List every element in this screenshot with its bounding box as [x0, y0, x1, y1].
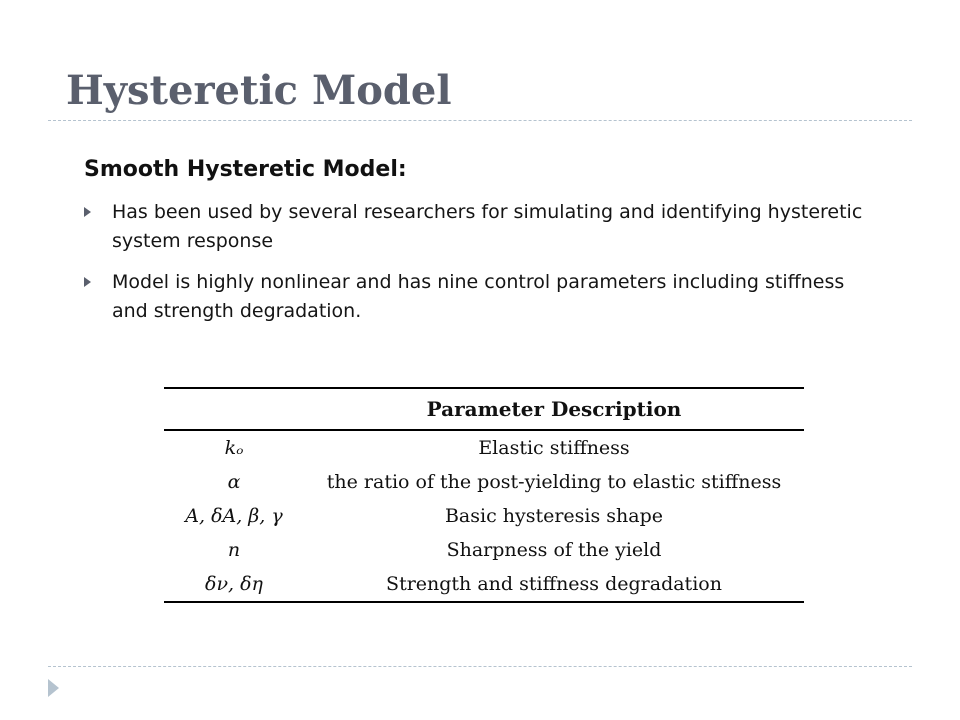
table-row [164, 430, 804, 465]
parameter-description: the ratio of the post-yielding to elastic stiffness [326, 471, 782, 493]
bullet-arrow-icon [84, 207, 91, 217]
table-row [164, 533, 804, 567]
slide-title: Hysteretic Model [66, 67, 452, 114]
table-row [164, 499, 804, 533]
parameter-symbol: A, δA, β, γ [185, 505, 283, 527]
next-slide-arrow-icon[interactable] [48, 679, 59, 697]
table-row [164, 465, 804, 499]
parameter-symbol: α [227, 471, 241, 493]
bullet-list [84, 198, 874, 338]
footer-divider [48, 666, 912, 667]
section-heading: Smooth Hysteretic Model: [84, 157, 407, 182]
parameter-symbol: δν, δη [164, 567, 304, 602]
parameter-table [164, 387, 804, 603]
bullet-item [84, 198, 874, 256]
bullet-text: Has been used by several researchers for simulating and identifying hysteretic system response [112, 201, 863, 252]
title-divider [48, 120, 912, 121]
parameter-symbol: kₒ [224, 437, 244, 459]
header-symbol [164, 389, 304, 430]
parameter-description: Strength and stiffness degradation [304, 567, 804, 602]
bullet-arrow-icon [84, 277, 91, 287]
bullet-text: Model is highly nonlinear and has nine control parameters including stiffness and strength degradation. [112, 271, 845, 322]
header-description: Parameter Description [304, 389, 804, 430]
table-row [164, 567, 804, 602]
parameter-description: Sharpness of the yield [446, 539, 662, 561]
table-header-row [164, 389, 804, 430]
parameter-description: Basic hysteresis shape [444, 505, 664, 527]
parameter-description: Elastic stiffness [478, 437, 630, 459]
bullet-item [84, 268, 874, 326]
parameter-symbol: n [227, 539, 241, 561]
